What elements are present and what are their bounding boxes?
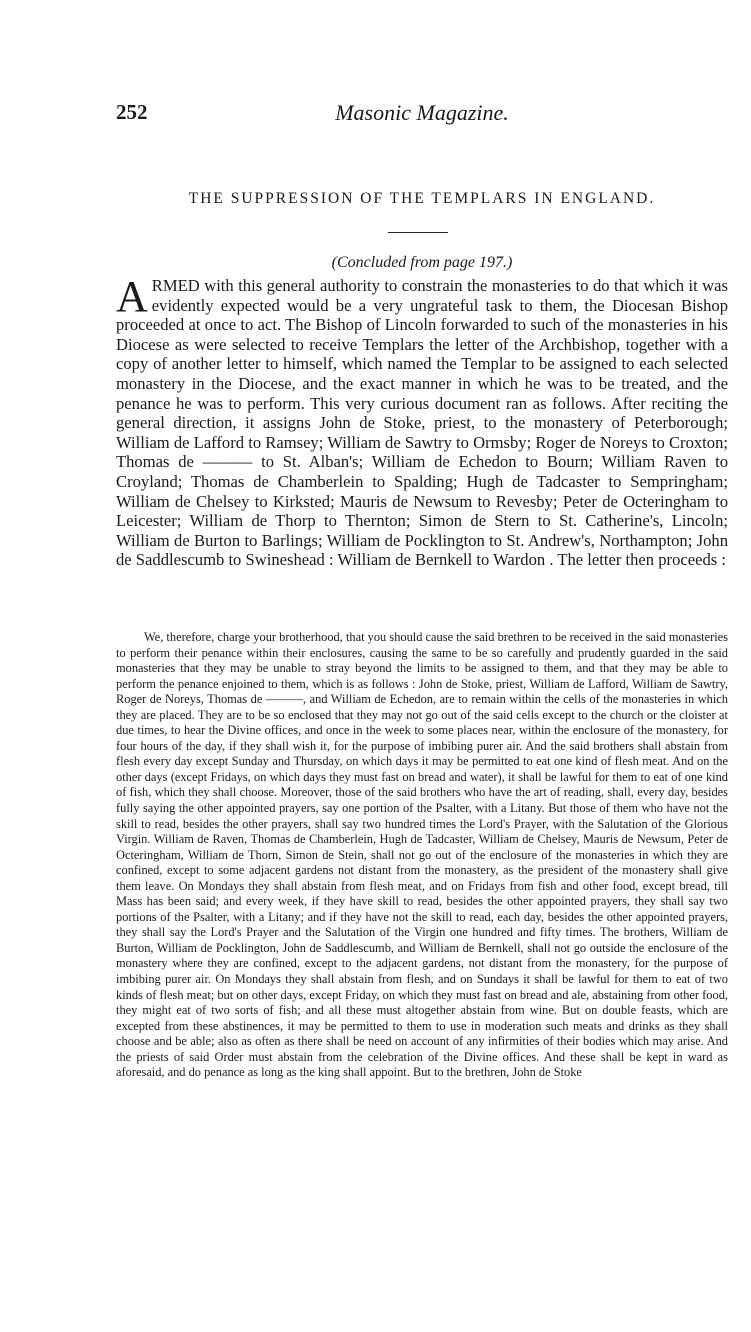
page-header bbox=[116, 100, 728, 130]
continuation-note: (Concluded from page 197.) bbox=[331, 254, 513, 271]
quoted-letter: We, therefore, charge your brotherhood, that you should cause the said brethren to be received in the said monasteries to perform their penance within their enclosures, causing the same to be so carefully and prudently guarded in the said monasteries that they may be unable to stray beyond the limits to be assigned to them, and that they may be able to perform the penance enjoined to them, which is as follows : John de Stoke, priest, William de Lafford, William de Sawtry, Roger de Noreys, Thomas de ———, and William de Echedon, are to remain within the cells of the monasteries in which they are placed. They are to be so enclosed that they may not go out of the said cells except to the church or the cloister at due times, to hear the Divine offices, and once in the week to some places near, within the enclosure of the monastery, for four hours of the day, if they shall wish it, for the purpose of imbibing purer air. And the said brothers shall abstain from flesh every day except Sunday and Thursday, on which days it may be permitted to eat one kind of flesh meat. And on the other days (except Fridays, on which days they must fast on bread and water), it shall be lawful for them to eat of one kind of fish, which they shall choose. Moreover, those of the said brothers who have the art of reading, shall, every day, besides fully saying the other appointed prayers, say one portion of the Psalter, with a Litany. But those of them who have not the skill to read, besides the other prayers, shall say two hundred times the Lord's Prayer, with the Salutation of the Glorious Virgin. William de Raven, Thomas de Chamberlein, Hugh de Tadcaster, William de Chelsey, Mauris de Newsum, Peter de Octeringham, William de Thorn, Simon de Stein, shall not go out of the enclosure of the monasteries in which they are confined, except to some adjacent gardens not distant from the monastery, as the president of the monastery shall give them leave. On Mondays they shall abstain from flesh meat, and on Fridays from fish and other food, except bread, till Mass has been said; and every week, if they have skill to read, besides the other appointed prayers, they shall say two portions of the Psalter, with a Litany; and if they have not the skill to read, each day, besides the other appointed prayers, they shall say the Lord's Prayer and the Salutation of the Virgin one hundred and fifty times. The brothers, William de Burton, William de Pocklington, John de Saddlescumb, and William de Bernkell, shall not go outside the enclosure of the monastery where they are confined, except to the adjacent gardens, not distant from the monastery, for the purpose of imbibing purer air. On Mondays they shall abstain from flesh, and on Sundays it shall be lawful for them to eat of two kinds of flesh meat; but on other days, except Friday, on which they must fast on bread and ale, abstaining from other food, they might eat of two sorts of fish; and all these must altogether abstain from wine. But on double feasts, which are excepted from these abstinences, it may be permitted to them to use in moderation such meats and drinks as they shall choose and be able; also as often as there shall be need on account of any infirmities of their bodies which may arise. And the priests of said Order must abstain from the celebration of the Divine offices. And these shall be kept in ward as aforesaid, and do penance as long as the king shall appoint. But to the brethren, John de Stoke bbox=[116, 630, 728, 1080]
drop-cap: A bbox=[116, 272, 148, 321]
article-title: THE SUPPRESSION OF THE TEMPLARS IN ENGLAND. bbox=[188, 190, 656, 207]
lead-paragraph bbox=[116, 272, 728, 570]
lead-paragraph-text: RMED with this general authority to constrain the monasteries to do that which it was evidently expected would be a very ungrateful task to them, the Diocesan Bishop proceeded at once to act. The Bishop of Lincoln forwarded to such of the monasteries in his Diocese as were selected to receive Templars the letter of the Archbishop, together with a copy of another letter to himself, which named the Templar to be assigned to each selected monastery in the Diocese, and the exact manner in which he was to be treated, and the penance he was to perform. This very curious document ran as follows. After reciting the general direction, it assigns John de Stoke, priest, to the monastery of Peterborough; William de Lafford to Ramsey; William de Sawtry to Ormsby; Roger de Noreys to Croxton; Thomas de ——— to St. Alban's; William de Echedon to Bourn; William Raven to Croyland; Thomas de Chamberlein to Spalding; Hugh de Tadcaster to Sempringham; William de Chelsey to Kirksted; Mauris de Newsum to Revesby; Peter de Octeringham to Leicester; William de Thorp to Thernton; Simon de Stern to St. Catherine's, Lincoln; William de Burton to Barlings; William de Pocklington to St. Andrew's, Northampton; John de Saddlescumb to Swineshead : William de Bernkell to Wardon . The letter then proceeds : bbox=[116, 276, 728, 570]
page-number: 252 bbox=[116, 100, 148, 124]
running-title: Masonic Magazine. bbox=[335, 100, 509, 125]
title-rule bbox=[388, 232, 448, 233]
